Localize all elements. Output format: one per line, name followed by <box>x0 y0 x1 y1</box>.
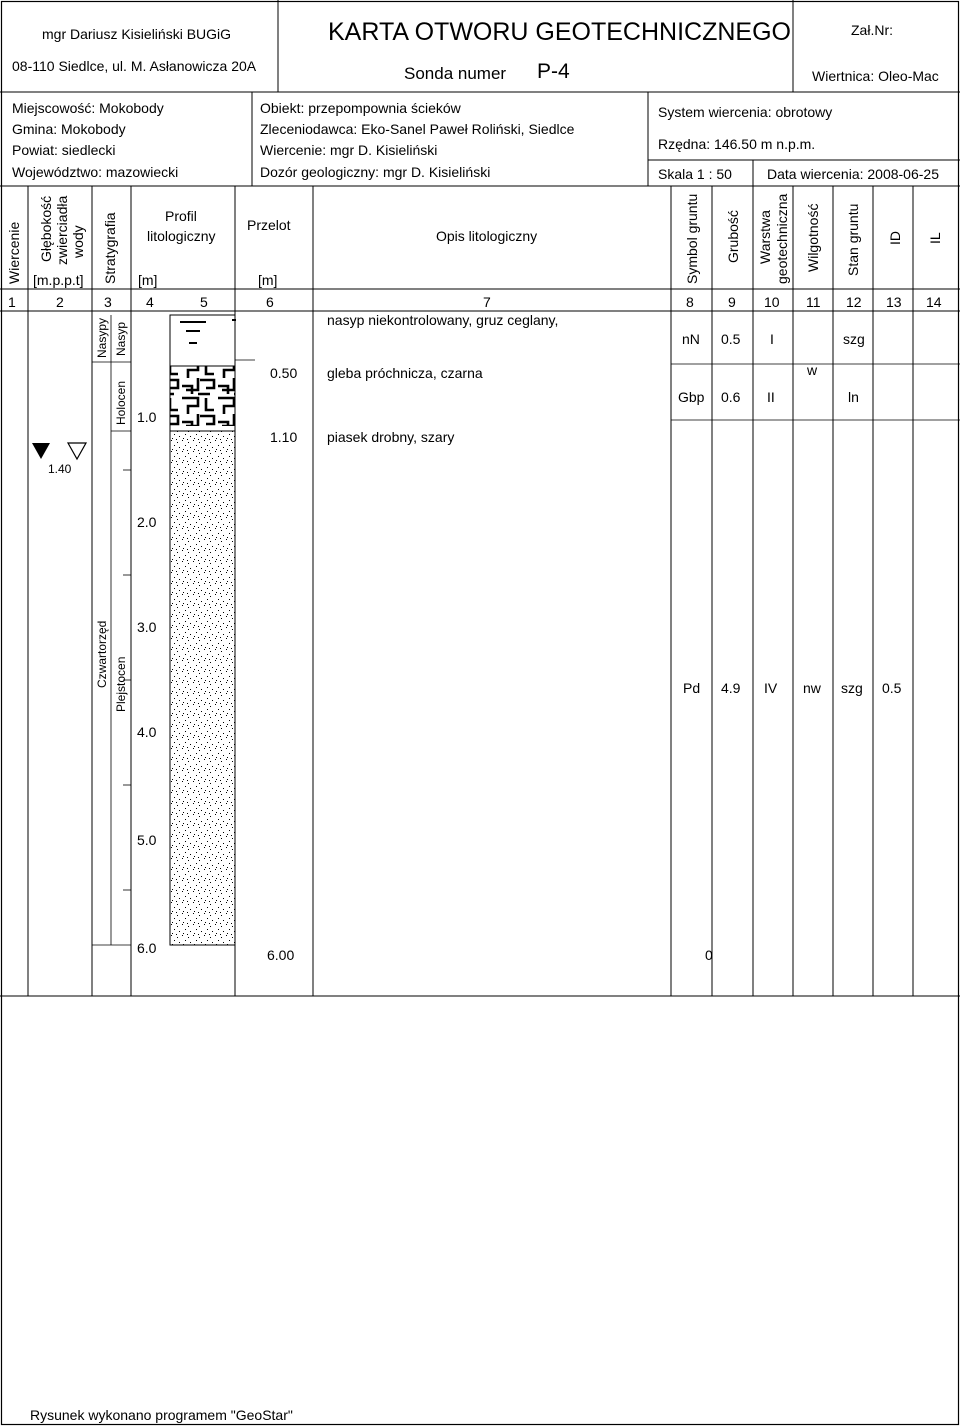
sonda-value: P-4 <box>537 60 570 83</box>
depth-tick: 6.0 <box>137 940 157 956</box>
powiat: Powiat: siedlecki <box>12 142 116 158</box>
col-wiercenie: Wiercenie <box>6 221 22 284</box>
col-number: 1 <box>8 294 16 310</box>
layer-warstwa: IV <box>764 680 778 696</box>
layer-symbol: Pd <box>683 680 701 696</box>
wojewodztwo: Województwo: mazowiecki <box>12 164 179 180</box>
layer-przelot: 1.10 <box>270 429 298 445</box>
col-stan: Stan gruntu <box>845 203 861 276</box>
layer-opis: gleba próchnicza, czarna <box>327 365 483 381</box>
col-warstwa-1: Warstwa <box>757 210 773 264</box>
layer-symbol: Gbp <box>678 389 705 405</box>
obiekt: Obiekt: przepompownia ścieków <box>260 100 461 116</box>
col-number: 2 <box>56 294 64 310</box>
col-unit-mppt: [m.p.p.t] <box>33 272 84 288</box>
fill-symbol-icon <box>180 320 236 343</box>
col-number: 14 <box>926 294 942 310</box>
layer-przelot: 0.50 <box>270 365 298 381</box>
layer-opis: nasyp niekontrolowany, gruz ceglany, <box>327 312 559 328</box>
data-wiercenia: Data wiercenia: 2008-06-25 <box>767 166 939 182</box>
col-warstwa-2: geotechniczna <box>774 193 790 284</box>
depth-tick: 3.0 <box>137 619 157 635</box>
zleceniodawca: Zleceniodawca: Eko-Sanel Paweł Roliński, Siedlce <box>260 121 575 137</box>
layer-wilgotnosc: nw <box>803 680 821 696</box>
address: 08-110 Siedlce, ul. M. Asłanowicza 20A <box>12 58 257 74</box>
col-grubosc: Grubość <box>725 210 741 263</box>
col-number: 13 <box>886 294 902 310</box>
col-number: 11 <box>806 294 821 310</box>
col-opis: Opis litologiczny <box>436 228 538 244</box>
col-glebokosc-3: wody <box>70 225 86 258</box>
depth-tick: 4.0 <box>137 724 157 740</box>
layer-stan: szg <box>843 331 865 347</box>
col-number: 12 <box>846 294 862 310</box>
layer-id: 0.5 <box>882 680 902 696</box>
zal-nr: Zał.Nr: <box>851 22 893 38</box>
col-przelot: Przelot <box>247 217 291 233</box>
dozor: Dozór geologiczny: mgr D. Kisieliński <box>260 164 491 180</box>
col-number: 3 <box>104 294 112 310</box>
water-table-icon <box>32 443 86 459</box>
col-glebokosc-1: Głębokość <box>38 195 54 262</box>
col-number: 8 <box>686 294 694 310</box>
strat-nasyp: Nasyp <box>114 321 128 356</box>
col-number: 7 <box>483 294 491 310</box>
col-unit-m2: [m] <box>258 272 278 288</box>
layer-grubosc: 4.9 <box>721 680 741 696</box>
layer-grubosc: 0.5 <box>721 331 741 347</box>
wiercenie-person: Wiercenie: mgr D. Kisieliński <box>260 142 438 158</box>
sonda-label: Sonda numer <box>404 64 507 83</box>
wiertnica: Wiertnica: Oleo-Mac <box>812 68 939 84</box>
water-depth: 1.40 <box>48 462 72 476</box>
layer-symbol: nN <box>682 331 700 347</box>
col-number: 6 <box>266 294 274 310</box>
strat-holocen: Holocen <box>114 380 128 425</box>
page-title: KARTA OTWORU GEOTECHNICZNEGO <box>328 18 791 46</box>
depth-tick: 1.0 <box>137 409 157 425</box>
col-number: 10 <box>764 294 780 310</box>
layer-warstwa: I <box>770 331 774 347</box>
footer-note: Rysunek wykonano programem "GeoStar" <box>30 1407 293 1423</box>
col-number: 4 <box>146 294 154 310</box>
layer-stan: szg <box>841 680 863 696</box>
depth-tick: 2.0 <box>137 514 157 530</box>
layer-grubosc: 0.6 <box>721 389 741 405</box>
col-profil-2: litologiczny <box>147 228 216 244</box>
skala: Skala 1 : 50 <box>658 166 732 182</box>
col-stratygrafia: Stratygrafia <box>102 212 118 284</box>
strat-czwartorzed: Czwartorzęd <box>95 620 109 688</box>
layer-opis: piasek drobny, szary <box>327 429 455 445</box>
col-id: ID <box>887 231 903 245</box>
layer-warstwa: II <box>767 389 775 405</box>
layer-stan: ln <box>848 389 859 405</box>
miejscowosc: Miejscowość: Mokobody <box>12 100 164 116</box>
rzedna: Rzędna: 146.50 m n.p.m. <box>658 136 816 152</box>
col-symbol: Symbol gruntu <box>684 193 700 284</box>
gmina: Gmina: Mokobody <box>12 121 126 137</box>
layer-wilgotnosc: w <box>807 362 818 378</box>
col-profil-1: Profil <box>165 208 197 224</box>
system-wiercenia: System wiercenia: obrotowy <box>658 104 833 120</box>
end-value: 0 <box>705 947 713 963</box>
end-depth: 6.00 <box>267 947 295 963</box>
col-number: 5 <box>200 294 208 310</box>
col-unit-m: [m] <box>138 272 158 288</box>
col-number: 9 <box>728 294 736 310</box>
strat-nasypy: Nasypy <box>95 317 109 358</box>
col-il: IL <box>927 232 943 244</box>
strat-plejstocen: Plejstocen <box>114 656 128 712</box>
author: mgr Dariusz Kisieliński BUGiG <box>42 26 232 42</box>
col-glebokosc-2: zwierciadła <box>54 195 70 265</box>
col-wilgotnosc: Wilgotność <box>805 203 821 272</box>
depth-tick: 5.0 <box>137 832 157 848</box>
